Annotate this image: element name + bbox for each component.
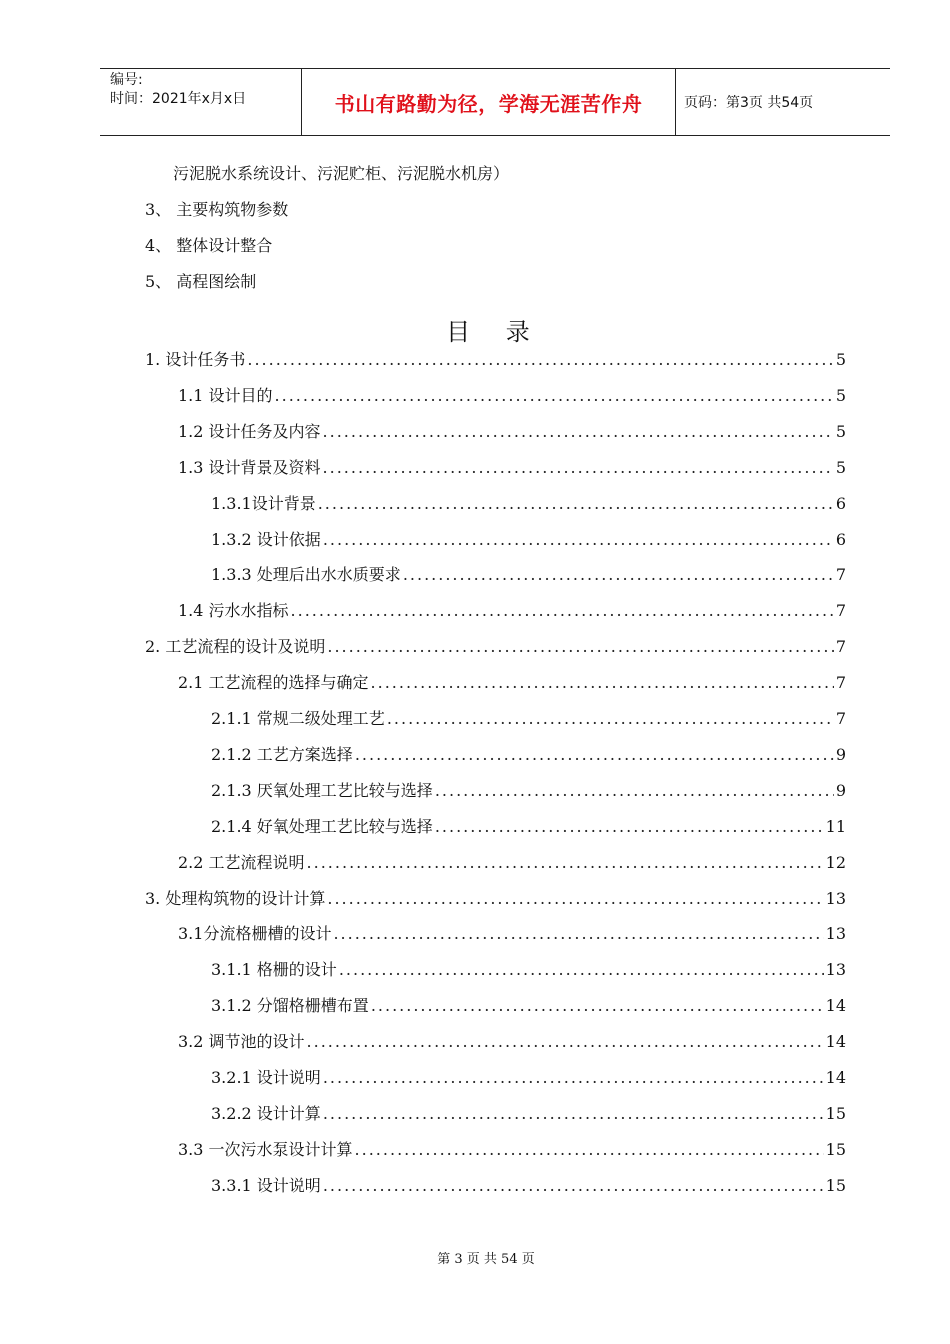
toc-entry-page: 15 (825, 1175, 846, 1195)
toc-entry[interactable] (178, 419, 846, 441)
toc-entry[interactable] (211, 491, 846, 513)
toc-entry-page: 14 (825, 996, 846, 1016)
toc-entry-page: 13 (825, 924, 846, 944)
toc-entry-page: 5 (835, 457, 846, 477)
toc-dot-leader (387, 709, 834, 728)
toc-entry-label: 2.1.1 常规二级处理工艺 (211, 709, 385, 728)
toc-dot-leader (339, 960, 824, 979)
toc-entry-page: 6 (835, 493, 846, 513)
toc-entry-label: 3.1分流格栅槽的设计 (178, 924, 332, 944)
toc-entry[interactable] (211, 778, 846, 800)
toc-entry-page: 14 (825, 1068, 846, 1087)
toc-entry-page: 12 (825, 852, 846, 872)
toc-entry-label: 3.2 调节池的设计 (178, 1032, 305, 1052)
toc-entry-page: 7 (835, 709, 846, 728)
toc-title: 目 录 (446, 318, 544, 346)
toc-entry[interactable] (211, 527, 846, 549)
toc-entry-label: 3.1.1 格栅的设计 (211, 960, 337, 980)
toc-entry-page: 13 (825, 888, 846, 908)
toc-dot-leader (333, 924, 823, 943)
toc-entry-label: 2.1.2 工艺方案选择 (211, 744, 353, 764)
toc-entry-page: 15 (825, 1103, 846, 1123)
toc-entry-label: 2.1 工艺流程的选择与确定 (178, 673, 369, 693)
toc-entry-label: 1.4 污水水指标 (178, 601, 289, 621)
toc-entry-label: 1.3.3 处理后出水水质要求 (211, 565, 401, 585)
header-page-label: 页码：第3页 共54页 (684, 95, 814, 111)
toc-entry-label: 2.1.3 厌氧处理工艺比较与选择 (211, 780, 433, 800)
toc-dot-leader (323, 530, 834, 549)
toc-entry[interactable] (178, 1029, 846, 1051)
toc-entry-page: 11 (825, 816, 846, 836)
toc-entry[interactable] (211, 957, 846, 979)
toc-entry-page: 7 (835, 601, 846, 621)
toc-entry-page: 9 (835, 744, 846, 764)
toc-entry-page: 5 (835, 350, 846, 369)
toc-entry[interactable] (211, 814, 846, 836)
toc-entry-page: 5 (835, 385, 846, 405)
toc-entry[interactable] (178, 598, 846, 620)
toc-dot-leader (327, 637, 833, 656)
toc-entry[interactable] (145, 886, 846, 908)
toc-dot-leader (323, 1104, 824, 1123)
toc-entry-label: 2. 工艺流程的设计及说明 (145, 637, 326, 657)
toc-entry-label: 3. 处理构筑物的设计计算 (145, 888, 326, 908)
toc-entry-label: 3.3.1 设计说明 (211, 1175, 321, 1195)
header-motto: 书山有路勤为径，学海无涯苦作舟 (302, 69, 676, 135)
page-footer: 第 3 页 共 54 页 (437, 1252, 535, 1267)
toc-entry[interactable] (211, 562, 846, 584)
toc-dot-leader (323, 1068, 824, 1087)
toc-entry-page: 15 (825, 1139, 846, 1159)
toc-entry-label: 2.2 工艺流程说明 (178, 852, 305, 872)
toc-entry-page: 5 (835, 421, 846, 441)
toc-entry[interactable] (178, 1137, 846, 1159)
toc-entry[interactable] (211, 1101, 846, 1123)
toc-entry-label: 1.3.2 设计依据 (211, 529, 321, 549)
document-time-label: 时间：2021年x月x日 (110, 91, 247, 107)
toc-dot-leader (327, 889, 823, 908)
toc-entry-label: 1.3 设计背景及资料 (178, 457, 321, 477)
toc-dot-leader (318, 494, 834, 513)
toc-entry-page: 6 (835, 529, 846, 549)
toc-entry-page: 9 (835, 780, 846, 800)
toc-entry-page: 13 (825, 960, 846, 980)
toc-dot-leader (275, 386, 834, 405)
toc-entry[interactable] (211, 706, 846, 728)
toc-entry[interactable] (211, 742, 846, 764)
toc-entry-page: 7 (835, 637, 846, 657)
toc-dot-leader (291, 601, 834, 620)
page-header (100, 68, 890, 136)
toc-dot-leader (355, 1140, 824, 1159)
toc-dot-leader (323, 458, 834, 477)
toc-entry-label: 3.3 一次污水泵设计计算 (178, 1139, 353, 1159)
toc-entry-page: 14 (825, 1032, 846, 1052)
toc-dot-leader (247, 350, 833, 369)
toc-entry-page: 7 (835, 565, 846, 585)
intro-line: 污泥脱水系统设计、污泥贮柜、污泥脱水机房） (173, 164, 510, 183)
toc-entry-label: 3.2.2 设计计算 (211, 1103, 321, 1123)
intro-line: 4、 整体设计整合 (145, 236, 273, 255)
toc-entry[interactable] (211, 1065, 846, 1087)
document-number-label: 编号: (110, 72, 143, 88)
toc-dot-leader (323, 422, 834, 441)
toc-dot-leader (371, 996, 824, 1015)
toc-dot-leader (355, 745, 834, 764)
toc-entry[interactable] (178, 670, 846, 692)
toc-entry-label: 3.1.2 分馏格栅槽布置 (211, 996, 369, 1016)
toc-entry[interactable] (178, 455, 846, 477)
intro-line: 5、 高程图绘制 (145, 272, 257, 291)
toc-entry[interactable] (211, 1173, 846, 1195)
toc-entry-page: 7 (835, 673, 846, 693)
toc-entry[interactable] (178, 850, 846, 872)
toc-dot-leader (435, 817, 824, 836)
toc-entry[interactable] (211, 993, 846, 1015)
toc-dot-leader (307, 853, 824, 872)
toc-dot-leader (307, 1032, 824, 1051)
toc-entry[interactable] (178, 383, 846, 405)
header-meta (100, 69, 302, 135)
toc-entry[interactable] (178, 921, 846, 943)
toc-dot-leader (371, 673, 834, 692)
toc-entry-label: 1.3.1设计背景 (211, 493, 316, 513)
toc-entry-label: 2.1.4 好氧处理工艺比较与选择 (211, 816, 433, 836)
toc-entry-label: 1.2 设计任务及内容 (178, 421, 321, 441)
toc-entry-label: 1. 设计任务书 (145, 350, 246, 369)
toc-entry-label: 3.2.1 设计说明 (211, 1068, 321, 1087)
toc-entry-label: 1.1 设计目的 (178, 385, 273, 405)
toc-entry[interactable] (145, 634, 846, 656)
toc-entry[interactable] (145, 347, 846, 369)
toc-dot-leader (435, 781, 834, 800)
toc-dot-leader (403, 565, 834, 584)
intro-line: 3、 主要构筑物参数 (145, 200, 289, 219)
toc-dot-leader (323, 1176, 824, 1195)
